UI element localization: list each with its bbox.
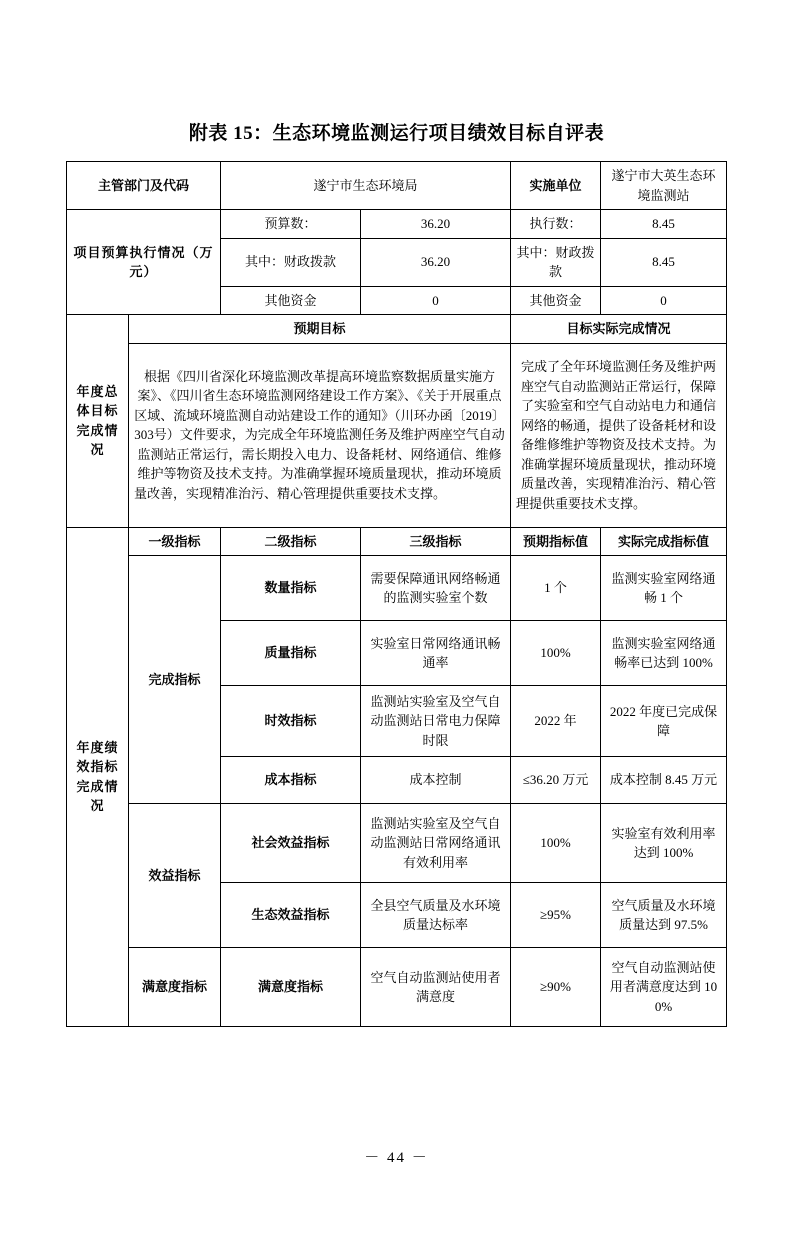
perf-2-0-expected: ≥90% bbox=[511, 948, 601, 1027]
annual-expected-header: 预期目标 bbox=[128, 315, 510, 344]
perf-0-2-level2: 时效指标 bbox=[221, 686, 361, 757]
perf-2-0-level3: 空气自动监测站使用者满意度 bbox=[361, 948, 511, 1027]
perf-header-level3: 三级指标 bbox=[361, 527, 511, 556]
perf-0-3-expected: ≤36.20 万元 bbox=[511, 757, 601, 804]
perf-1-0-actual: 实验室有效利用率达到 100% bbox=[601, 804, 727, 883]
perf-group-1-level1: 效益指标 bbox=[128, 804, 220, 948]
perf-header-level1: 一级指标 bbox=[128, 527, 220, 556]
budget-exec-amount-1: 8.45 bbox=[601, 238, 727, 286]
perf-1-1-actual: 空气质量及水环境质量达到 97.5% bbox=[601, 883, 727, 948]
perf-1-1-level3: 全县空气质量及水环境质量达标率 bbox=[361, 883, 511, 948]
budget-item-2: 其他资金 bbox=[221, 286, 361, 315]
budget-item-1: 其中：财政拨款 bbox=[221, 238, 361, 286]
budget-exec-label-2: 其他资金 bbox=[511, 286, 601, 315]
page-title: 附表 15：生态环境监测运行项目绩效目标自评表 bbox=[188, 123, 605, 144]
annual-expected-text: 根据《四川省深化环境监测改革提高环境监察数据质量实施方案》、《四川省生态环境监测网络建设工作方案》、《关于开展重点区域、流域环境监测自动站建设工作的通知》（川环办函〔2019〕303号）文件要求，为完成全年环境监测任务及维护两座空气自动监测站正常运行，需长期投入电力、设备耗材、网络通信、维修维护等物资及技术支持。为准确掌握环境质量现状，推动环境质量改善，实现精准治污、精心管理提供重要技术支撑。 bbox=[128, 343, 510, 527]
table-row-annual-header bbox=[66, 315, 726, 344]
unit-value: 遂宁市大英生态环境监测站 bbox=[601, 162, 727, 210]
perf-0-0-actual: 监测实验室网络通畅 1 个 bbox=[601, 556, 727, 621]
perf-header-expected: 预期指标值 bbox=[511, 527, 601, 556]
perf-group-0-level1: 完成指标 bbox=[128, 556, 220, 804]
table-row-perf-7 bbox=[66, 948, 726, 1027]
perf-1-0-level3: 监测站实验室及空气自动监测站日常网络通讯有效利用率 bbox=[361, 804, 511, 883]
table-row-perf-1 bbox=[66, 556, 726, 621]
page-number: － 44 － bbox=[364, 1150, 429, 1166]
perf-0-1-level3: 实验室日常网络通讯畅通率 bbox=[361, 621, 511, 686]
perf-1-1-expected: ≥95% bbox=[511, 883, 601, 948]
perf-0-2-level3: 监测站实验室及空气自动监测站日常电力保障时限 bbox=[361, 686, 511, 757]
perf-1-0-expected: 100% bbox=[511, 804, 601, 883]
table-row-annual-body bbox=[66, 343, 726, 527]
annual-actual-header: 目标实际完成情况 bbox=[511, 315, 727, 344]
budget-row-label: 项目预算执行情况（万元） bbox=[66, 210, 220, 315]
dept-value: 遂宁市生态环境局 bbox=[221, 162, 511, 210]
perf-header-actual: 实际完成指标值 bbox=[601, 527, 727, 556]
budget-exec-label-0: 执行数： bbox=[511, 210, 601, 239]
table-row-perf-5 bbox=[66, 804, 726, 883]
perf-0-0-level3: 需要保障通讯网络畅通的监测实验室个数 bbox=[361, 556, 511, 621]
table-row-budget-1 bbox=[66, 210, 726, 239]
perf-0-1-level2: 质量指标 bbox=[221, 621, 361, 686]
budget-amount-2: 0 bbox=[361, 286, 511, 315]
perf-2-0-actual: 空气自动监测站使用者满意度达到 100% bbox=[601, 948, 727, 1027]
table-row-department bbox=[66, 162, 726, 210]
budget-amount-0: 36.20 bbox=[361, 210, 511, 239]
perf-0-0-expected: 1 个 bbox=[511, 556, 601, 621]
perf-0-3-level2: 成本指标 bbox=[221, 757, 361, 804]
perf-group-2-level1: 满意度指标 bbox=[128, 948, 220, 1027]
perf-0-3-level3: 成本控制 bbox=[361, 757, 511, 804]
budget-amount-1: 36.20 bbox=[361, 238, 511, 286]
perf-0-1-actual: 监测实验室网络通畅率已达到 100% bbox=[601, 621, 727, 686]
budget-exec-amount-0: 8.45 bbox=[601, 210, 727, 239]
dept-label: 主管部门及代码 bbox=[66, 162, 220, 210]
annual-row-label: 年度总体目标完成情况 bbox=[66, 315, 128, 528]
perf-0-0-level2: 数量指标 bbox=[221, 556, 361, 621]
unit-label: 实施单位 bbox=[511, 162, 601, 210]
budget-exec-amount-2: 0 bbox=[601, 286, 727, 315]
performance-self-evaluation-table bbox=[66, 161, 727, 1027]
perf-0-1-expected: 100% bbox=[511, 621, 601, 686]
perf-0-3-actual: 成本控制 8.45 万元 bbox=[601, 757, 727, 804]
document-page bbox=[0, 118, 793, 1240]
annual-actual-text: 完成了全年环境监测任务及维护两座空气自动监测站正常运行，保障了实验室和空气自动站电力和通信网络的畅通，提供了设备耗材和设备维修维护等物资及技术支持。为准确掌握环境质量现状，推动环境质量改善，实现精准治污、精心管理提供重要技术支撑。 bbox=[511, 343, 727, 527]
budget-exec-label-1: 其中：财政拨款 bbox=[511, 238, 601, 286]
perf-1-1-level2: 生态效益指标 bbox=[221, 883, 361, 948]
perf-row-label: 年度绩效指标完成情况 bbox=[66, 527, 128, 1027]
perf-1-0-level2: 社会效益指标 bbox=[221, 804, 361, 883]
perf-header-level2: 二级指标 bbox=[221, 527, 361, 556]
perf-0-2-actual: 2022 年度已完成保障 bbox=[601, 686, 727, 757]
perf-0-2-expected: 2022 年 bbox=[511, 686, 601, 757]
perf-2-0-level2: 满意度指标 bbox=[221, 948, 361, 1027]
table-row-perf-header bbox=[66, 527, 726, 556]
budget-item-0: 预算数： bbox=[221, 210, 361, 239]
